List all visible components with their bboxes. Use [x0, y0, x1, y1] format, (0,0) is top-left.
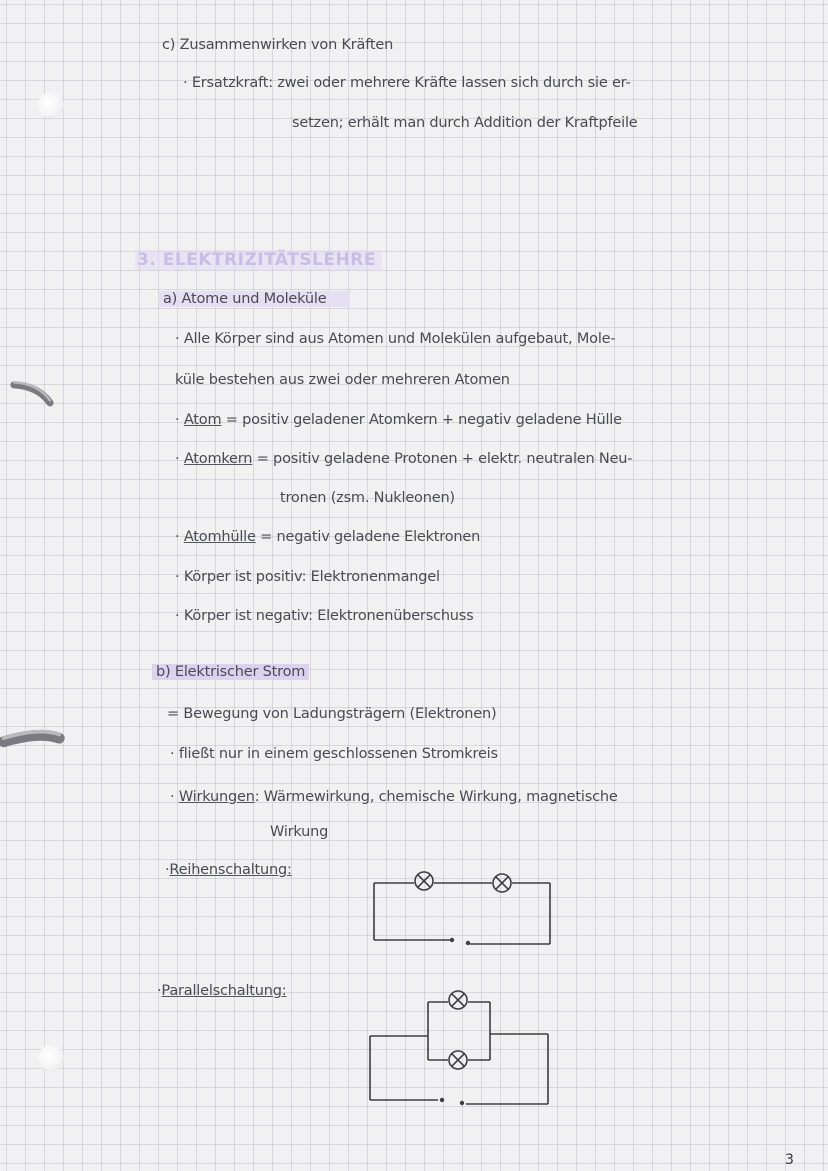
- binder-ring-icon: [0, 380, 70, 416]
- atomhuelle-definition: [175, 529, 480, 545]
- page-number: 3: [785, 1152, 794, 1168]
- wirkungen-line-cont: Wirkung: [270, 824, 329, 840]
- sub-b-title-text: b) Elektrischer Strom: [152, 664, 309, 680]
- bullet-dot: ·: [170, 789, 179, 805]
- lamp-icon: [415, 872, 433, 890]
- atom-definition-text: = positiv geladener Atomkern + negativ geladene Hülle: [225, 412, 622, 428]
- current-line-1: = Bewegung von Ladungsträgern (Elektronen): [167, 706, 497, 722]
- lamp-icon: [449, 991, 467, 1009]
- wirkungen-text: : Wärmewirkung, chemische Wirkung, magnetische: [254, 789, 618, 805]
- lamp-icon: [493, 874, 511, 892]
- sub-b-title: [152, 664, 309, 680]
- series-circuit-diagram: [372, 868, 554, 948]
- parallel-circuit-diagram: [368, 988, 554, 1108]
- atoms-line-2: küle bestehen aus zwei oder mehreren Atomen: [175, 372, 510, 388]
- bullet-dot: ·: [175, 412, 184, 428]
- bullet-dot: ·: [165, 862, 170, 878]
- parallelschaltung-label-text: Parallelschaltung:: [161, 983, 287, 999]
- sub-a-title: [159, 291, 350, 307]
- term-atomkern: Atomkern: [183, 451, 253, 467]
- atomkern-definition: [175, 451, 632, 467]
- section-c-title: c) Zusammenwirken von Kräften: [162, 37, 394, 53]
- negative-body-line: · Körper ist negativ: Elektronenüberschuss: [175, 608, 474, 624]
- atomkern-definition-text: = positiv geladene Protonen + elektr. neutralen Neu-: [256, 451, 633, 467]
- binder-ring-icon: [0, 722, 70, 758]
- positive-body-line: · Körper ist positiv: Elektronenmangel: [175, 569, 440, 585]
- punch-hole-top: [38, 92, 64, 118]
- ersatzkraft-line-1: · Ersatzkraft: zwei oder mehrere Kräfte lassen sich durch sie er-: [183, 75, 631, 91]
- ersatzkraft-line-2: setzen; erhält man durch Addition der Kraftpfeile: [292, 115, 638, 131]
- section-3-heading: 3. ELEKTRIZITÄTSLEHRE: [135, 250, 382, 270]
- term-atom: Atom: [183, 412, 222, 428]
- atomhuelle-definition-text: = negativ geladene Elektronen: [260, 529, 481, 545]
- term-wirkungen: Wirkungen: [178, 789, 255, 805]
- punch-hole-bottom: [38, 1045, 64, 1071]
- switch-contacts-icon: [450, 938, 470, 945]
- sub-a-title-text: a) Atome und Moleküle: [159, 291, 350, 307]
- wirkungen-line: [170, 789, 618, 805]
- lamp-icon: [449, 1051, 467, 1069]
- term-atomhuelle: Atomhülle: [183, 529, 256, 545]
- current-line-2: · fließt nur in einem geschlossenen Stromkreis: [170, 746, 498, 762]
- reihenschaltung-label-text: Reihenschaltung:: [169, 862, 292, 878]
- atoms-line-1: · Alle Körper sind aus Atomen und Molekülen aufgebaut, Mole-: [175, 331, 616, 347]
- parallelschaltung-label: [157, 983, 286, 999]
- atomkern-definition-cont: tronen (zsm. Nukleonen): [280, 490, 455, 506]
- reihenschaltung-label: [165, 862, 292, 878]
- bullet-dot: ·: [175, 451, 184, 467]
- atom-definition: [175, 412, 622, 428]
- bullet-dot: ·: [175, 529, 184, 545]
- switch-contacts-icon: [440, 1098, 464, 1105]
- bullet-dot: ·: [157, 983, 162, 999]
